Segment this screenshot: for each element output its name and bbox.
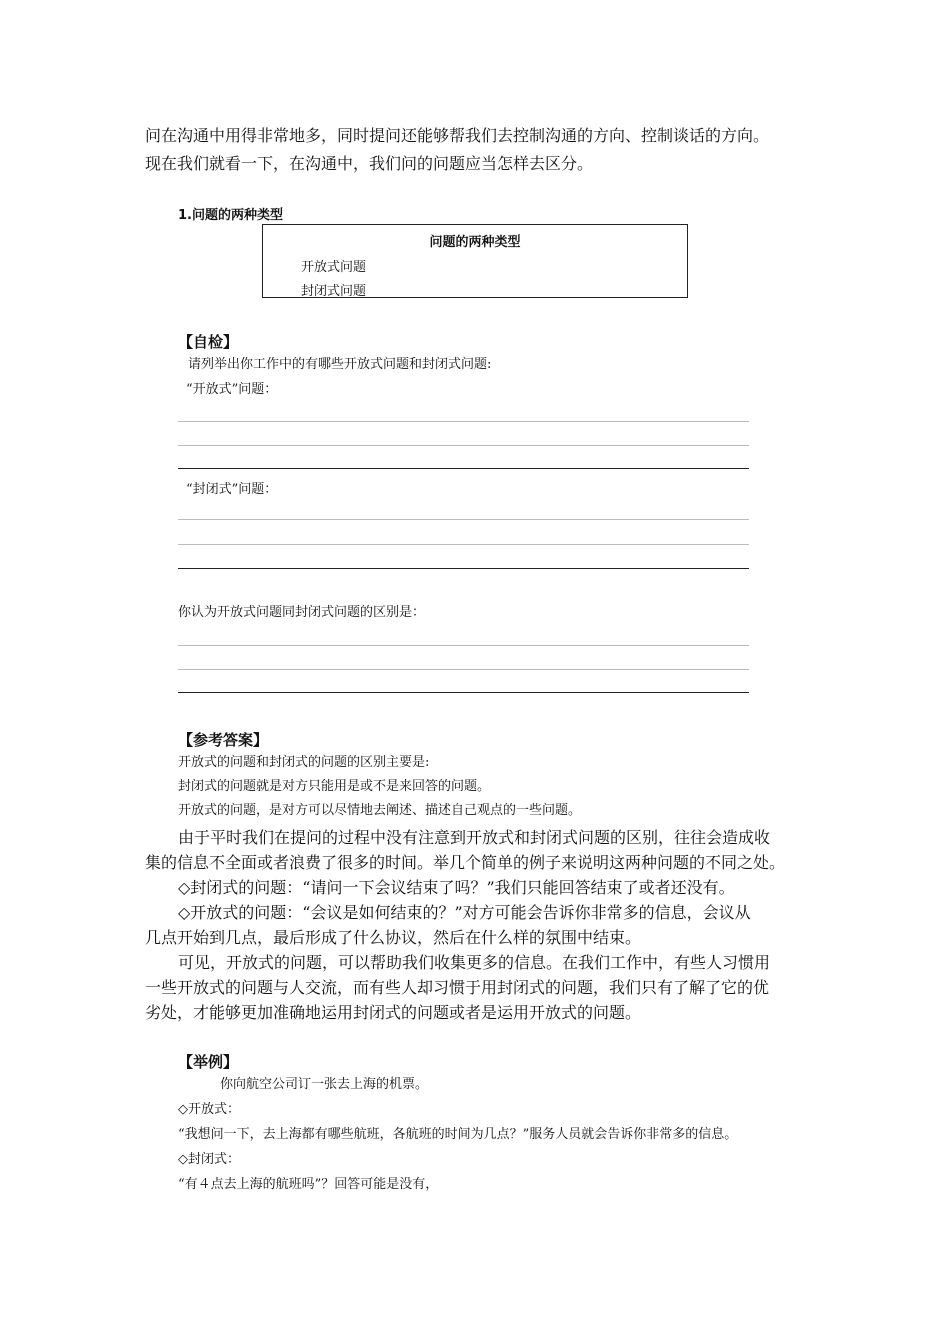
paragraph-2-line-1: 可见，开放式的问题，可以帮助我们收集更多的信息。在我们工作中，有些人习惯用 xyxy=(178,953,771,972)
example-closed-label: ◇封闭式： xyxy=(178,1152,240,1167)
example-open-label: ◇开放式： xyxy=(178,1102,240,1117)
self-check-prompt: 请列举出你工作中的有哪些开放式问题和封闭式问题: xyxy=(188,357,492,372)
section-title: 1.问题的两种类型 xyxy=(178,208,283,223)
answer-line[interactable] xyxy=(178,568,749,569)
paragraph-2-line-3: 劣处，才能够更加准确地运用封闭式的问题或者是运用开放式的问题。 xyxy=(145,1003,642,1022)
open-example-line-2: 几点开始到几点，最后形成了什么协议，然后在什么样的氛围中结束。 xyxy=(145,928,642,947)
paragraph-1-line-2: 集的信息不全面或者浪费了很多的时间。举几个简单的例子来说明这两种问题的不同之处。 xyxy=(145,853,786,872)
closed-question-label: “封闭式”问题： xyxy=(186,482,278,497)
self-check-heading: 【自检】 xyxy=(178,333,239,351)
closed-example: ◇封闭式的问题：“请问一下会议结束了吗？”我们只能回答结束了或者还没有。 xyxy=(178,878,735,897)
paragraph-2-line-2: 一些开放式的问题与人交流，而有些人却习惯于用封闭式的问题，我们只有了解了它的优 xyxy=(145,978,770,997)
answer-line-2: 封闭式的问题就是对方只能用是或不是来回答的问题。 xyxy=(178,779,491,794)
answer-line-3: 开放式的问题，是对方可以尽情地去阐述、描述自己观点的一些问题。 xyxy=(178,803,582,818)
answer-line[interactable] xyxy=(178,544,749,545)
answer-line-1: 开放式的问题和封闭式的问题的区别主要是: xyxy=(178,755,430,770)
answer-line[interactable] xyxy=(178,645,749,646)
answer-line[interactable] xyxy=(178,519,749,520)
box-title: 问题的两种类型 xyxy=(429,235,521,250)
box-item-closed: 封闭式问题 xyxy=(301,284,367,299)
intro-line-1: 问在沟通中用得非常地多，同时提问还能够帮我们去控制沟通的方向、控制谈话的方向。 xyxy=(145,126,770,145)
question-types-box xyxy=(262,224,688,298)
answer-line[interactable] xyxy=(178,468,749,469)
answer-line[interactable] xyxy=(178,669,749,670)
answer-line[interactable] xyxy=(178,692,749,693)
example-closed-text: “有４点去上海的航班吗”？回答可能是没有， xyxy=(178,1177,439,1192)
answer-line[interactable] xyxy=(178,421,749,422)
difference-label: 你认为开放式问题同封闭式问题的区别是： xyxy=(178,605,426,620)
open-question-label: “开放式”问题： xyxy=(186,382,278,397)
example-scenario: 你向航空公司订一张去上海的机票。 xyxy=(220,1077,429,1092)
open-example-line-1: ◇开放式的问题：“会议是如何结束的？”对方可能会告诉你非常多的信息，会议从 xyxy=(178,903,751,922)
answer-heading: 【参考答案】 xyxy=(178,731,269,749)
example-open-text: “我想问一下，去上海都有哪些航班，各航班的时间为几点？”服务人员就会告诉你非常多的信息。 xyxy=(178,1127,738,1142)
example-heading: 【举例】 xyxy=(178,1053,239,1071)
paragraph-1-line-1: 由于平时我们在提问的过程中没有注意到开放式和封闭式问题的区别，往往会造成收 xyxy=(178,828,771,847)
answer-line[interactable] xyxy=(178,445,749,446)
box-item-open: 开放式问题 xyxy=(301,260,367,275)
intro-line-2: 现在我们就看一下，在沟通中，我们问的问题应当怎样去区分。 xyxy=(145,154,594,173)
